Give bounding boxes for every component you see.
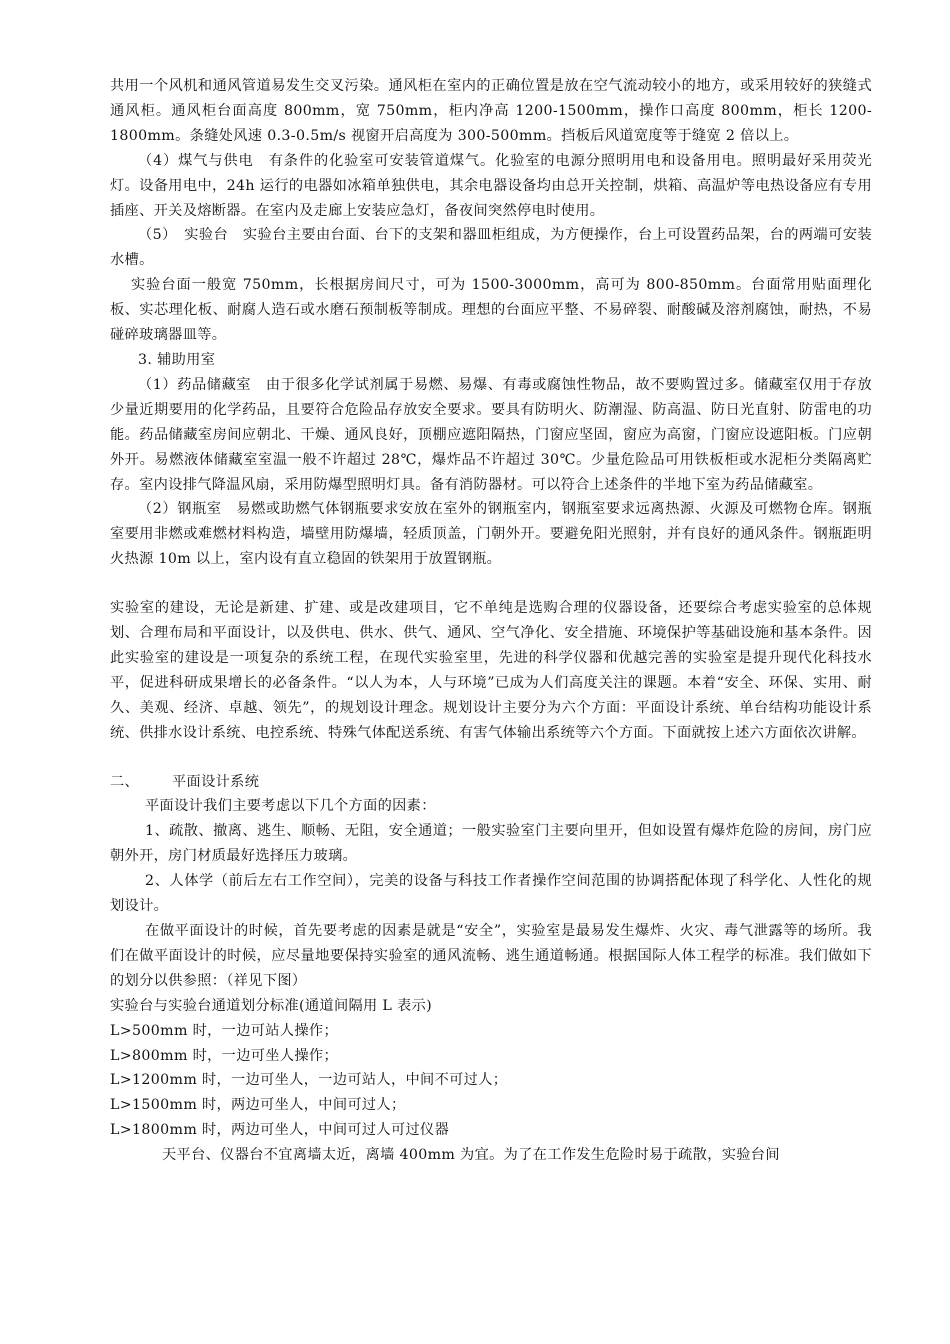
paragraph-balance-table: 天平台、仪器台不宜离墙太近，离墙 400mm 为宜。为了在工作发生危险时易于疏散，实验台间 <box>162 1147 780 1164</box>
document-page <box>110 74 872 1168</box>
section-title: 平面设计系统 <box>172 773 260 790</box>
aisle-standard-title: 实验台与实验台通道划分标准(通道间隔用 L 表示) <box>110 997 433 1014</box>
aisle-rule-1200: L>1200mm 时，一边可坐人，一边可站人，中间不可过人； <box>110 1072 508 1089</box>
section-heading-auxiliary-rooms: 3. 辅助用室 <box>138 351 216 368</box>
aisle-rule-500: L>500mm 时，一边可站人操作； <box>110 1022 338 1039</box>
paragraph-bench-dimensions: 实验台面一般宽 750mm，长根据房间尺寸，可为 1500-3000mm，高可为 800-850mm。台面常用贴面理化板、实芯理化板、耐腐人造石或水磨石预制板等制成。理想的台面应平整、不易碎裂、耐酸碱及溶剂腐蚀，耐热，不易碰碎玻璃器皿等。 <box>110 277 872 344</box>
section-number: 二、 <box>110 773 140 790</box>
paragraph-gas-power: （4）煤气与供电 有条件的化验室可安装管道煤气。化验室的电源分照明用电和设备用电。照明最好采用荧光灯。设备用电中，24h 运行的电器如冰箱单独供电，其余电器设备均由总开关控制，烘箱、高温炉等电热设备应有专用插座、开关及熔断器。在室内及走廊上安装应急灯，备夜间突然停电时使用。 <box>110 152 872 219</box>
aisle-rule-800: L>800mm 时，一边可坐人操作； <box>110 1047 338 1064</box>
paragraph-fume-hood: 共用一个风机和通风管道易发生交叉污染。通风柜在室内的正确位置是放在空气流动较小的地方，或采用较好的狭缝式通风柜。通风柜台面高度 800mm，宽 750mm，柜内净高 1200-1500mm，操作口高度 800mm，柜长 1200-1800mm。条缝处风速 0.3-0.5m/s 视窗开启高度为 300-500mm。挡板后风道宽度等于缝宽 2 倍以上。 <box>110 78 872 144</box>
section-heading-plan-design <box>110 770 872 795</box>
paragraph-lab-construction: 实验室的建设，无论是新建、扩建、或是改建项目，它不单纯是选购合理的仪器设备，还要综合考虑实验室的总体规划、合理布局和平面设计，以及供电、供水、供气、通风、空气净化、安全措施、环境保护等基础设施和基本条件。因此实验室的建设是一项复杂的系统工程，在现代实验室里，先进的科学仪器和优越完善的实验室是提升现代化科技水平，促进科研成果增长的必备条件。“以人为本，人与环境”已成为人们高度关注的课题。本着“安全、环保、实用、耐久、美观、经济、卓越、领先”，的规划设计理念。规划设计主要分为六个方面：平面设计系统、单台结构功能设计系统、供排水设计系统、电控系统、特殊气体配送系统、有害气体输出系统等六个方面。下面就按上述六方面依次讲解。 <box>110 600 872 741</box>
paragraph-safety-first: 在做平面设计的时候，首先要考虑的因素是就是“安全”，实验室是最易发生爆炸、火灾、毒气泄露等的场所。我们在做平面设计的时候，应尽量地要保持实验室的通风流畅、逃生通道畅通。根据国际人体工程学的标准。我们做如下的划分以供参照：（祥见下图） <box>110 923 872 989</box>
paragraph-ergonomics: 2、人体学（前后左右工作空间），完美的设备与科技工作者操作空间范围的协调搭配体现了科学化、人性化的规划设计。 <box>110 873 872 915</box>
paragraph-lab-bench: （5） 实验台 实验台主要由台面、台下的支架和器皿柜组成，为方便操作，台上可设置药品架，台的两端可安装水槽。 <box>110 227 872 269</box>
aisle-rule-1800: L>1800mm 时，两边可坐人，中间可过人可过仪器 <box>110 1122 450 1139</box>
aisle-rule-1500: L>1500mm 时，两边可坐人，中间可过人； <box>110 1097 406 1114</box>
paragraph-chemical-storage: （1）药品储藏室 由于很多化学试剂属于易燃、易爆、有毒或腐蚀性物品，故不要购置过多。储藏室仅用于存放少量近期要用的化学药品，且要符合危险品存放安全要求。要具有防明火、防潮湿、防高温、防日光直射、防雷电的功能。药品储藏室房间应朝北、干燥、通风良好，顶棚应遮阳隔热，门窗应坚固，窗应为高窗，门窗应设遮阳板。门应朝外开。易燃液体储藏室室温一般不许超过 28℃，爆炸品不许超过 30℃。少量危险品可用铁板柜或水泥柜分类隔离贮存。室内设排气降温风扇，采用防爆型照明灯具。备有消防器材。可以符合上述条件的半地下室为药品储藏室。 <box>110 376 872 493</box>
paragraph-cylinder-room: （2）钢瓶室 易燃或助燃气体钢瓶要求安放在室外的钢瓶室内，钢瓶室要求远离热源、火源及可燃物仓库。钢瓶室要用非燃或难燃材料构造，墙壁用防爆墙，轻质顶盖，门朝外开。要避免阳光照射，并有良好的通风条件。钢瓶距明火热源 10m 以上，室内设有直立稳固的铁架用于放置钢瓶。 <box>110 501 872 568</box>
paragraph-plan-factors: 平面设计我们主要考虑以下几个方面的因素： <box>145 798 436 815</box>
paragraph-evacuation: 1、疏散、撤离、逃生、顺畅、无阻，安全通道；一般实验室门主要向里开，但如设置有爆炸危险的房间，房门应朝外开，房门材质最好选择压力玻璃。 <box>110 823 872 865</box>
